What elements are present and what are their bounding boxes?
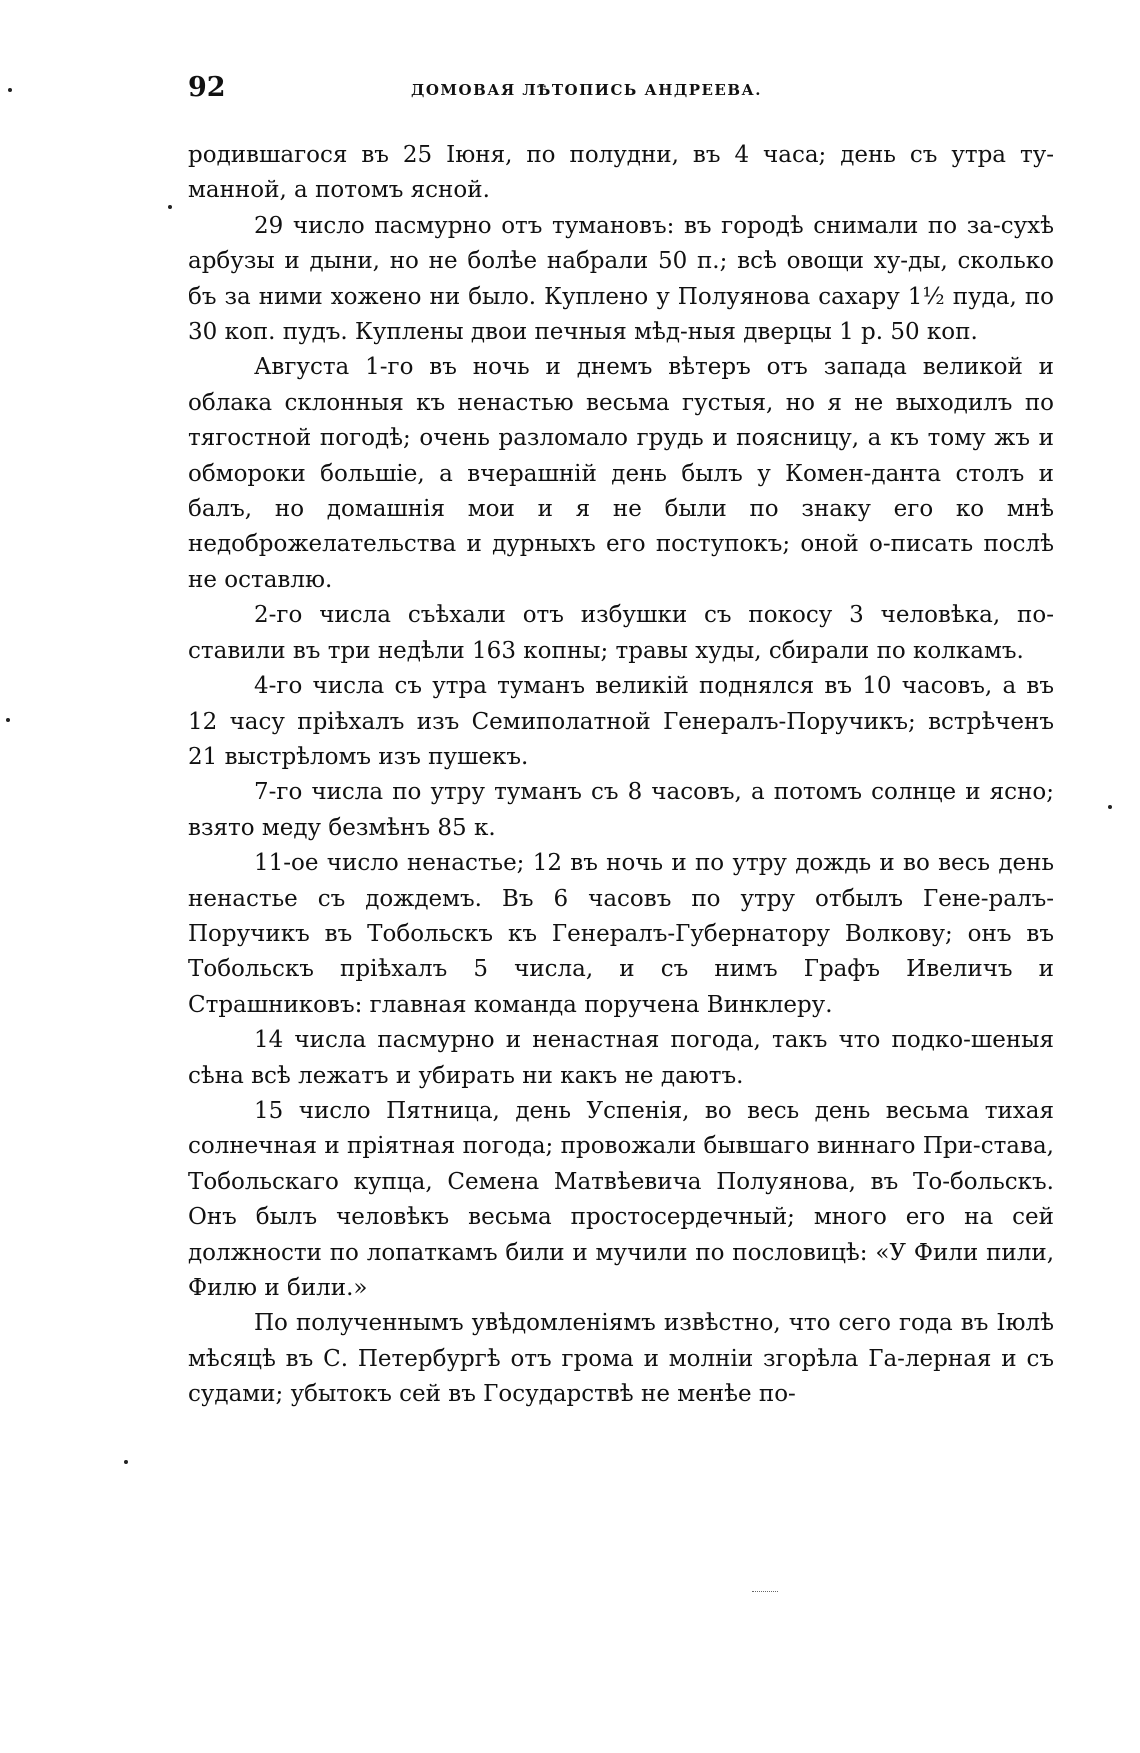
paragraph: 7-го числа по утру туманъ съ 8 часовъ, а потомъ солнце и ясно; взято меду безмѣнъ 85 к. <box>188 779 1054 841</box>
scan-speck <box>1108 805 1112 809</box>
paragraph: 15 число Пятница, день Успенія, во весь день весьма тихая солнечная и пріятная погода; провожали бывшаго виннаго При-става, Тобольскаго купца, Семена Матвѣевича Полуянова, въ То-больскъ. Онъ былъ человѣкъ весьма простосердечный; много его на сей должности по лопаткамъ били и мучили по пословицѣ: «У Фили пили, Филю и били.» <box>188 1097 1054 1301</box>
page-header <box>188 72 1040 112</box>
footer-rule <box>752 1591 778 1592</box>
paragraph: 14 числа пасмурно и ненастная погода, такъ что подко-шеныя сѣна всѣ лежатъ и убирать ни какъ не даютъ. <box>188 1027 1054 1089</box>
scan-speck <box>124 1460 128 1464</box>
scan-speck <box>6 718 10 722</box>
paragraph: По полученнымъ увѣдомленіямъ извѣстно, что сего года въ Іюлѣ мѣсяцѣ въ С. Петербургѣ отъ грома и молніи згорѣла Га-лерная и съ судами; убытокъ сей въ Государствѣ не менѣе по- <box>188 1310 1054 1408</box>
paragraph: 11-ое число ненастье; 12 въ ночь и по утру дождь и во весь день ненастье съ дождемъ. Въ 6 часовъ по утру отбылъ Гене-ралъ-Поручикъ въ Тобольскъ къ Генералъ-Губернатору Волкову; онъ въ Тобольскъ пріѣхалъ 5 числа, и съ нимъ Графъ Ивеличъ и Страшниковъ: главная команда поручена Винклеру. <box>188 850 1054 1018</box>
scan-speck <box>168 205 172 209</box>
paragraph: 29 число пасмурно отъ тумановъ: въ городѣ снимали по за-сухѣ арбузы и дыни, но не болѣе набрали 50 п.; всѣ овощи ху-ды, сколько бъ за ними хожено ни было. Куплено у Полуянова сахару 1½ пуда, по 30 коп. пудъ. Куплены двои печныя мѣд-ныя дверцы 1 р. 50 коп. <box>188 212 1054 346</box>
paragraph: Августа 1-го въ ночь и днемъ вѣтеръ отъ запада великой и облака склонныя къ ненастью весьма густыя, но я не выходилъ по тягостной погодѣ; очень разломало грудь и поясницу, а къ тому жъ и обмороки большіе, а вчерашній день былъ у Комен-данта столъ и балъ, но домашнія мои и я не были по знаку его ко мнѣ недоброжелательства и дурныхъ его поступокъ; оной о-писать послѣ не оставлю. <box>188 354 1054 593</box>
paragraph: 2-го числа съѣхали отъ избушки съ покосу 3 человѣка, по-ставили въ три недѣли 163 копны; травы худы, сбирали по колкамъ. <box>188 602 1054 664</box>
page-body <box>188 138 1054 1413</box>
scan-speck <box>8 88 12 92</box>
running-title: ДОМОВАЯ ЛѢТОПИСЬ АНДРЕЕВА. <box>411 81 762 99</box>
paragraph-continuation: родившагося въ 25 Іюня, по полудни, въ 4 часа; день съ утра ту-манной, а потомъ ясной. <box>188 142 1054 204</box>
paragraph: 4-го числа съ утра туманъ великій поднялся въ 10 часовъ, а въ 12 часу пріѣхалъ изъ Семиполатной Генералъ-Поручикъ; встрѣченъ 21 выстрѣломъ изъ пушекъ. <box>188 673 1054 770</box>
page-number: 92 <box>188 72 226 103</box>
